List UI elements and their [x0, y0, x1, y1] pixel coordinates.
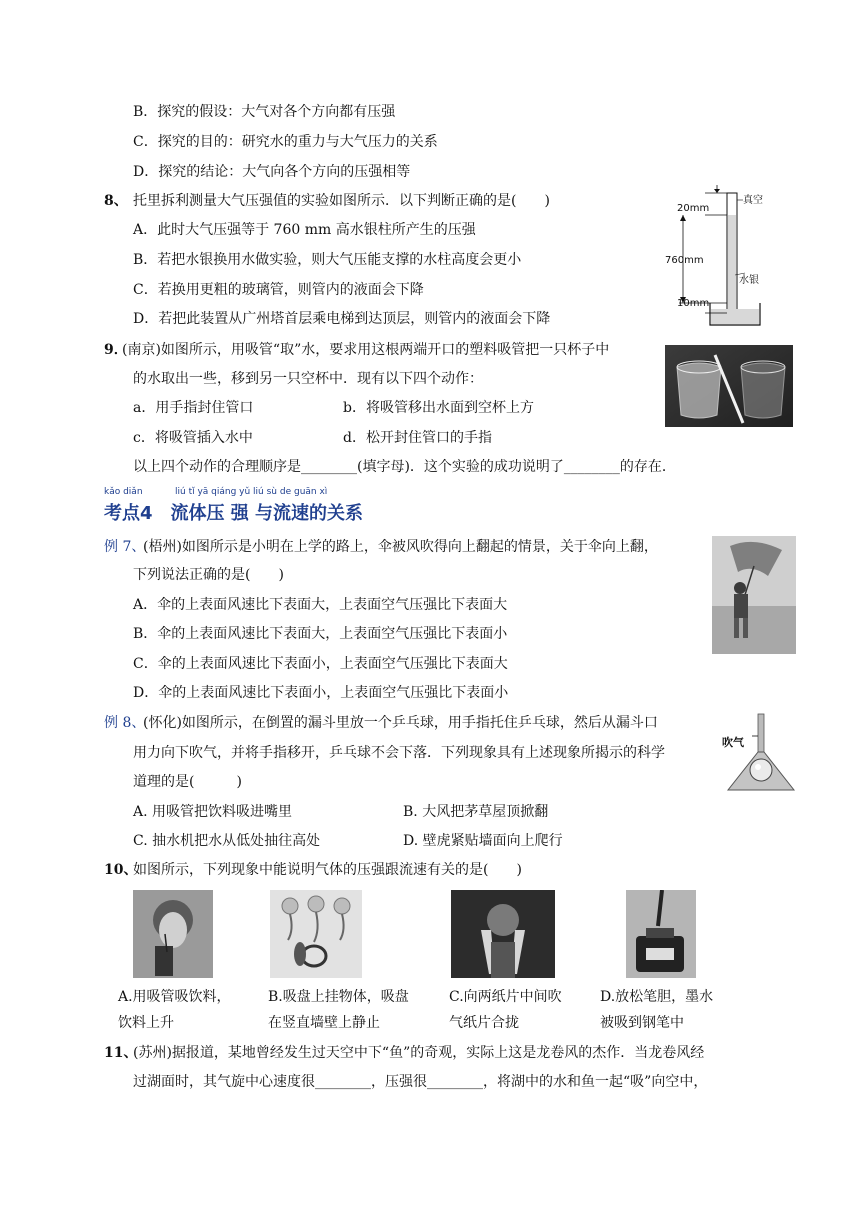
ex7-line2: 下列说法正确的是( ) [133, 567, 284, 583]
diagram-height-label: 760mm [665, 255, 704, 266]
q11-line2: 过湖面时，其气旋中心速度很________，压强很________，将湖中的水和鱼一起“吸”向空中， [133, 1074, 708, 1090]
q10-caption-a-line2: 饮料上升 [118, 1015, 174, 1031]
q9-number: 9． [104, 342, 128, 358]
ex8-option-d: D. 壁虎紧贴墙面向上爬行 [403, 833, 563, 849]
ex8-line3: 道理的是( ) [133, 774, 242, 790]
ex8-label: 例 8、 [104, 715, 146, 731]
q8-number: 8、 [104, 193, 128, 209]
funnel-ball-diagram [720, 712, 800, 798]
ex7-label: 例 7、 [104, 539, 146, 555]
q7-option-c: C．探究的目的：研究水的重力与大气压力的关系 [133, 134, 438, 150]
ex7-option-b: B．伞的上表面风速比下表面大，上表面空气压强比下表面小 [133, 626, 508, 642]
q10-stem: 如图所示，下列现象中能说明气体的压强跟流速有关的是( ) [133, 862, 522, 878]
ex7-line1: (梧州)如图所示是小明在上学的路上，伞被风吹得向上翻起的情景，关于伞向上翻， [143, 539, 658, 555]
q8-option-d: D．若把此装置从广州塔首层乘电梯到达顶层，则管内的液面会下降 [133, 311, 551, 327]
q8-stem: 托里拆利测量大气压强值的实验如图所示．以下判断正确的是( ) [133, 193, 550, 209]
q11-number: 11、 [104, 1045, 138, 1061]
q11-line1: (苏州)据报道，某地曾经发生过天空中下“鱼”的奇观，实际上这是龙卷风的杰作．当龙卷风经 [133, 1045, 705, 1061]
q8-option-b: B．若把水银换用水做实验，则大气压能支撑的水柱高度会更小 [133, 252, 522, 268]
q9-action-a: a．用手指封住管口 [133, 400, 254, 416]
diagram-top-gap-label: 20mm [677, 203, 710, 214]
q7-option-d: D．探究的结论：大气向各个方向的压强相等 [133, 164, 411, 180]
section-title: 考点4 流体压 强 与流速的关系 [104, 503, 364, 524]
torricelli-diagram [665, 185, 785, 330]
q9-action-d: d．松开封住管口的手指 [343, 430, 492, 446]
section-pinyin-kaodian: kǎo diǎn [104, 487, 143, 497]
diagram-mercury-label: 水银 [739, 275, 759, 286]
q9-action-c: c．将吸管插入水中 [133, 430, 253, 446]
q10-caption-d-line2: 被吸到钢笔中 [600, 1015, 684, 1031]
q10-photo-b [270, 890, 362, 978]
q9-line2: 的水取出一些，移到另一只空杯中．现有以下四个动作： [133, 371, 483, 387]
q10-caption-b-line1: B.吸盘上挂物体，吸盘 [268, 989, 409, 1005]
ex7-option-d: D．伞的上表面风速比下表面小，上表面空气压强比下表面小 [133, 685, 509, 701]
q10-photo-c [451, 890, 555, 978]
q10-photo-a [133, 890, 213, 978]
section-pinyin-title: liú tǐ yā qiáng yǔ liú sù de guān xì [175, 487, 328, 497]
q10-caption-c-line2: 气纸片合拢 [449, 1015, 519, 1031]
q10-number: 10、 [104, 862, 138, 878]
q10-caption-c-line1: C.向两纸片中间吹 [449, 989, 562, 1005]
ex7-option-a: A．伞的上表面风速比下表面大，上表面空气压强比下表面大 [133, 597, 508, 613]
ex8-option-c: C. 抽水机把水从低处抽往高处 [133, 833, 321, 849]
funnel-blow-label: 吹气 [722, 736, 744, 749]
q10-caption-b-line2: 在竖直墙壁上静止 [268, 1015, 380, 1031]
q8-option-a: A．此时大气压强等于 760 mm 高水银柱所产生的压强 [133, 222, 476, 238]
diagram-bottom-label: 10mm [677, 298, 710, 309]
q9-action-b: b．将吸管移出水面到空杯上方 [343, 400, 534, 416]
ex8-option-a: A. 用吸管把饮料吸进嘴里 [133, 804, 293, 820]
q7-option-b: B．探究的假设：大气对各个方向都有压强 [133, 104, 396, 120]
ex8-option-b: B. 大风把茅草屋顶掀翻 [403, 804, 549, 820]
ex7-option-c: C．伞的上表面风速比下表面小，上表面空气压强比下表面大 [133, 656, 508, 672]
cups-straw-photo [665, 345, 793, 427]
q10-caption-a-line1: A.用吸管吸饮料， [118, 989, 231, 1005]
ex8-line2: 用力向下吹气，并将手指移开，乒乓球不会下落．下列现象具有上述现象所揭示的科学 [133, 745, 665, 761]
q10-photo-d [626, 890, 696, 978]
q8-option-c: C．若换用更粗的玻璃管，则管内的液面会下降 [133, 282, 424, 298]
umbrella-boy-photo [712, 536, 796, 654]
ex8-line1: (怀化)如图所示，在倒置的漏斗里放一个乒乓球，用手指托住乒乓球，然后从漏斗口 [143, 715, 658, 731]
q10-caption-d-line1: D.放松笔胆，墨水 [600, 989, 714, 1005]
diagram-vacuum-label: 真空 [743, 195, 763, 206]
q9-line5: 以上四个动作的合理顺序是________(填字母)．这个实验的成功说明了________的存在． [133, 459, 676, 475]
q9-line1: (南京)如图所示，用吸管“取”水，要求用这根两端开口的塑料吸管把一只杯子中 [122, 342, 610, 358]
